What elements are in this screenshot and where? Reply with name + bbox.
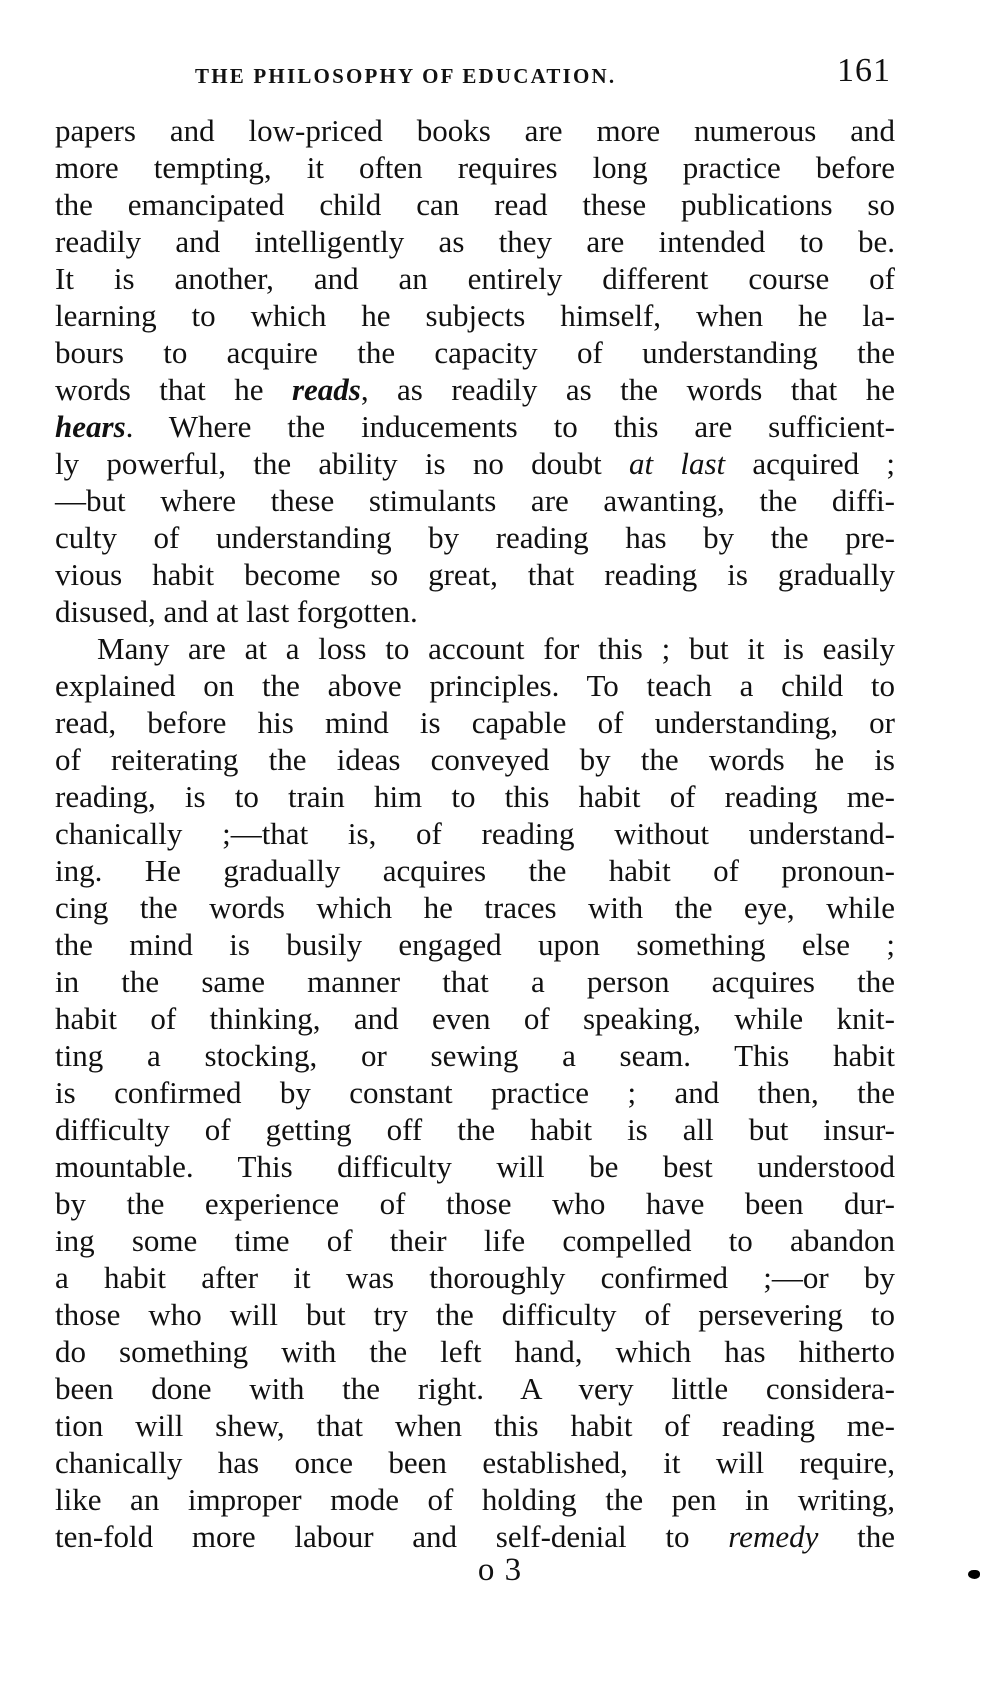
text-line: been done with the right. A very little considera- bbox=[55, 1371, 895, 1406]
text-line: by the experience of those who have been dur- bbox=[55, 1186, 895, 1221]
text-line: ing some time of their life compelled to abandon bbox=[55, 1223, 895, 1258]
running-title: THE PHILOSOPHY OF EDUCATION. bbox=[195, 64, 617, 88]
text-line: is confirmed by constant practice ; and then, the bbox=[55, 1075, 895, 1110]
text-line: ting a stocking, or sewing a seam. This habit bbox=[55, 1038, 895, 1073]
page-header bbox=[0, 52, 1000, 102]
text-line: —but where these stimulants are awanting, the diffi- bbox=[55, 483, 895, 518]
text-line: It is another, and an entirely different course of bbox=[55, 261, 895, 296]
text-line: chanically ;—that is, of reading without understand- bbox=[55, 816, 895, 851]
text-line: like an improper mode of holding the pen in writing, bbox=[55, 1482, 895, 1517]
signature-mark: o 3 bbox=[477, 1552, 523, 1588]
italic-emphasis: reads bbox=[291, 372, 361, 407]
text-line: difficulty of getting off the habit is all but insur- bbox=[55, 1112, 895, 1147]
text-line: reading, is to train him to this habit of reading me- bbox=[55, 779, 895, 814]
text-line: cing the words which he traces with the eye, while bbox=[55, 890, 895, 925]
text-line: tion will shew, that when this habit of reading me- bbox=[55, 1408, 895, 1443]
text-line: hears. Where the inducements to this are sufficient- bbox=[55, 409, 895, 444]
text-line: chanically has once been established, it will require, bbox=[55, 1445, 895, 1480]
text-line: ly powerful, the ability is no doubt at last acquired ; bbox=[55, 446, 896, 481]
text-line: readily and intelligently as they are intended to be. bbox=[55, 224, 895, 259]
ink-blot bbox=[968, 1570, 980, 1579]
italic-emphasis: remedy bbox=[728, 1519, 819, 1554]
text-line: a habit after it was thoroughly confirmed ;—or by bbox=[55, 1260, 895, 1295]
text-line: words that he reads, as readily as the words that he bbox=[55, 372, 895, 407]
italic-emphasis: at last bbox=[628, 446, 726, 481]
text-line: mountable. This difficulty will be best understood bbox=[55, 1149, 895, 1184]
text-line: ing. He gradually acquires the habit of pronoun- bbox=[55, 853, 895, 888]
text-line: in the same manner that a person acquires the bbox=[55, 964, 895, 999]
text-line: learning to which he subjects himself, when he la- bbox=[55, 298, 895, 333]
text-line: ten-fold more labour and self-denial to remedy the bbox=[55, 1519, 895, 1554]
text-line: habit of thinking, and even of speaking, while knit- bbox=[55, 1001, 895, 1036]
text-line: do something with the left hand, which has hitherto bbox=[55, 1334, 895, 1369]
italic-emphasis: hears bbox=[55, 409, 126, 444]
text-line: those who will but try the difficulty of persevering to bbox=[55, 1297, 895, 1332]
body-text bbox=[55, 112, 895, 1555]
paragraph-start-line: Many are at a loss to account for this ; but it is easily bbox=[97, 631, 895, 666]
text-line: the mind is busily engaged upon something else ; bbox=[55, 927, 895, 962]
text-line: explained on the above principles. To teach a child to bbox=[55, 668, 895, 703]
text-line: bours to acquire the capacity of understanding the bbox=[55, 335, 895, 370]
text-line: culty of understanding by reading has by the pre- bbox=[55, 520, 895, 555]
text-line: read, before his mind is capable of understanding, or bbox=[55, 705, 895, 740]
text-line: the emancipated child can read these publications so bbox=[55, 187, 895, 222]
text-line: papers and low-priced books are more numerous and bbox=[55, 113, 895, 148]
text-line: vious habit become so great, that reading is gradually bbox=[55, 557, 895, 592]
page-number: 161 bbox=[837, 52, 891, 89]
text-line: of reiterating the ideas conveyed by the words he is bbox=[55, 742, 895, 777]
text-line: more tempting, it often requires long practice before bbox=[55, 150, 895, 185]
paragraph-end-line: disused, and at last forgotten. bbox=[55, 594, 418, 629]
